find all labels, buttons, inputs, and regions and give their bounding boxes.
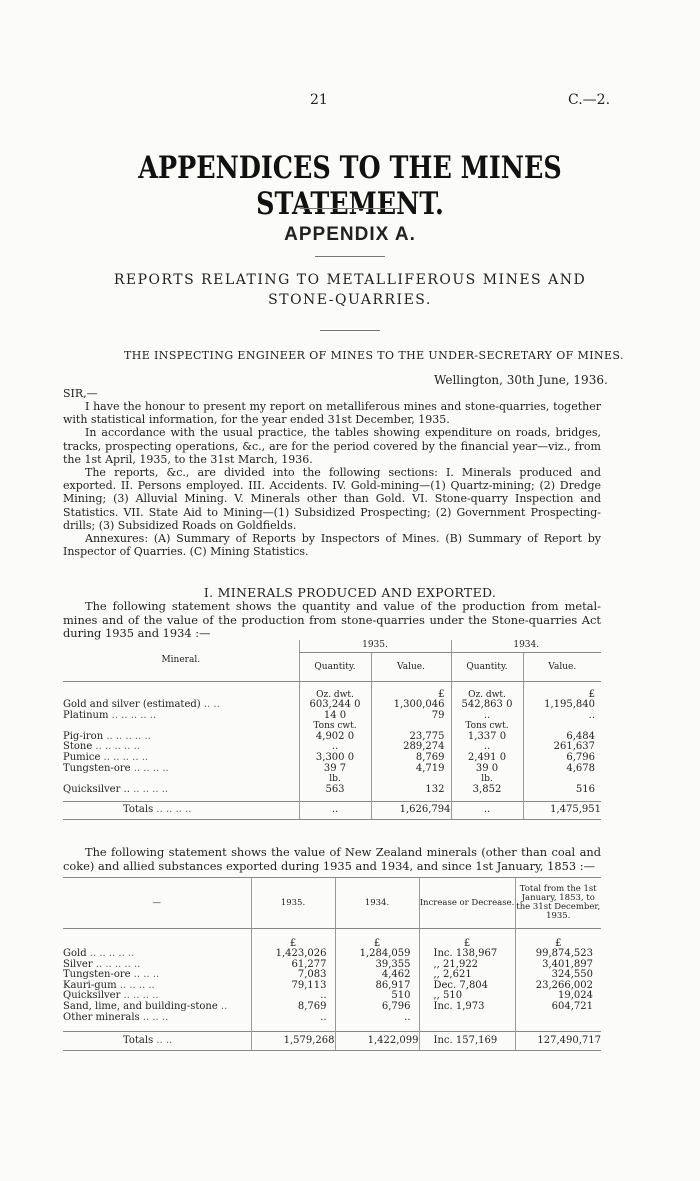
change-direction: ,,	[433, 958, 440, 970]
col-change: Increase or Decrease.	[419, 878, 515, 929]
unit-label: Oz. dwt.	[451, 690, 523, 701]
leader-dots: .. .. .. .. ..	[92, 958, 141, 970]
leader-dots: .. .. .. ..	[120, 990, 159, 1002]
cell: 8,769	[251, 1002, 335, 1013]
cell: 4,902 0	[299, 732, 371, 743]
cell: 261,637	[523, 742, 601, 753]
col-quantity: Quantity.	[451, 653, 523, 682]
cell: 324,550	[515, 970, 601, 981]
appendix-rule	[315, 256, 385, 257]
cell: 138,967	[455, 948, 498, 960]
cell	[515, 1013, 601, 1024]
cell: 603,244 0	[299, 700, 371, 711]
cell: 4,678	[523, 764, 601, 775]
leader-dots: .. .. .. .. ..	[100, 752, 149, 764]
unit-label: Tons cwt.	[299, 721, 371, 732]
table-row	[63, 949, 601, 960]
subtitle-rule	[320, 330, 380, 331]
row-label: Stone	[63, 741, 93, 753]
cell: 14 0	[299, 711, 371, 722]
cell: 127,490,717	[515, 1031, 601, 1051]
cell: 510	[443, 990, 463, 1002]
cell: 39 0	[451, 764, 523, 775]
unit-label: £	[523, 690, 601, 701]
col-1934: 1934.	[335, 878, 419, 929]
cell: ..	[523, 711, 601, 722]
cell: 4,719	[371, 764, 451, 775]
document-code: C.—2.	[568, 92, 611, 108]
leader-dots: .. ..	[200, 699, 220, 711]
leader-dots: ..	[217, 1001, 228, 1013]
letter-paragraph: I have the honour to present my report on metalliferous mines and stone-quarries, together with statistical information, for the year ended 31st December, 1935.	[63, 400, 601, 427]
cell: 23,775	[371, 732, 451, 743]
cell: 8,769	[371, 753, 451, 764]
row-label: Silver	[63, 958, 93, 970]
cell: 510	[335, 991, 419, 1002]
cell: 1,973	[455, 1001, 485, 1013]
production-table	[63, 640, 601, 820]
cell: 7,804	[459, 979, 489, 991]
cell: 4,462	[335, 970, 419, 981]
col-year-1935: 1935.	[299, 640, 451, 653]
unit-label: lb.	[299, 774, 371, 785]
appendix-heading: APPENDIX A.	[284, 224, 416, 245]
row-label: Pumice	[63, 752, 101, 764]
letter-address: THE INSPECTING ENGINEER OF MINES TO THE UNDER-SECRETARY OF MINES.	[124, 349, 624, 362]
totals-label: Totals	[123, 803, 154, 815]
cell: 1,195,840	[523, 700, 601, 711]
cell: 1,579,268	[251, 1031, 335, 1051]
cell: 79,113	[251, 981, 335, 992]
leader-dots: .. .. .. .. ..	[92, 741, 140, 753]
cell: 1,337 0	[451, 732, 523, 743]
cell: 19,024	[515, 991, 601, 1002]
title-rule	[300, 208, 400, 209]
row-label: Sand, lime, and building-stone	[63, 1001, 218, 1013]
change-direction: ,,	[433, 969, 440, 981]
cell: 3,300 0	[299, 753, 371, 764]
cell: 99,874,523	[515, 949, 601, 960]
unit-label: £	[335, 939, 419, 950]
cell: ..	[251, 1013, 335, 1024]
leader-dots: .. .. .. .. ..	[108, 709, 157, 721]
leader-dots: .. .. ..	[130, 969, 160, 981]
cell: ..	[299, 742, 371, 753]
cell: 39,355	[335, 960, 419, 971]
leader-dots: .. .. .. ..	[153, 803, 192, 815]
cell: 542,863 0	[451, 700, 523, 711]
cell: 1,475,951	[523, 801, 601, 819]
cell: 289,274	[371, 742, 451, 753]
cell: 39 7	[299, 764, 371, 775]
cell: 563	[299, 785, 371, 796]
change-direction: Dec.	[433, 979, 457, 991]
cell: 3,852	[451, 785, 523, 796]
cell: 7,083	[251, 970, 335, 981]
cell: 1,626,794	[371, 801, 451, 819]
table-row	[63, 1013, 601, 1024]
row-label: Other minerals	[63, 1011, 140, 1023]
cell: 1,300,046	[371, 700, 451, 711]
cell: 86,917	[335, 981, 419, 992]
cell: 21,922	[443, 958, 479, 970]
row-label: Gold and silver (estimated)	[63, 699, 201, 711]
leader-dots: .. ..	[153, 1034, 173, 1046]
cell: ..	[251, 991, 335, 1002]
page-number: 21	[310, 92, 328, 108]
row-label: Pig-iron	[63, 730, 104, 742]
cell: 132	[371, 785, 451, 796]
change-direction: Inc.	[433, 1034, 453, 1046]
cell: 604,721	[515, 1002, 601, 1013]
change-direction: Inc.	[433, 948, 453, 960]
section2-intro-text: The following statement shows the value of New Zealand minerals (other than coal and coke) and allied substances exported during 1935 and 1934, and since 1st January, 1853 :—	[63, 845, 601, 873]
section2-intro	[63, 846, 601, 873]
change-direction: ,,	[433, 990, 440, 1002]
cell: 1,284,059	[335, 949, 419, 960]
letter-paragraph: Annexures: (A) Summary of Reports by Inspectors of Mines. (B) Summary of Report by Inspector of Quarries. (C) Mining Statistics.	[63, 532, 601, 559]
row-label: Tungsten-ore	[63, 762, 131, 774]
cell: 2,621	[443, 969, 472, 981]
totals-row	[63, 801, 601, 819]
cell: ..	[335, 1013, 419, 1024]
totals-label: Totals	[123, 1034, 154, 1046]
table-row	[63, 785, 601, 796]
cell: ..	[451, 742, 523, 753]
cell: 6,796	[335, 1002, 419, 1013]
unit-label: £	[419, 939, 515, 950]
col-total: Total from the 1st January, 1853, to the 31st December, 1935.	[515, 878, 601, 929]
leader-dots: .. .. .. ..	[116, 979, 155, 991]
unit-label: Tons cwt.	[451, 721, 523, 732]
report-subtitle: REPORTS RELATING TO METALLIFEROUS MINES AND STONE-QUARRIES.	[113, 272, 587, 308]
leader-dots: .. .. .. ..	[129, 783, 169, 795]
exports-table	[63, 877, 601, 1051]
cell: 6,796	[523, 753, 601, 764]
cell: 79	[371, 711, 451, 722]
col-1935: 1935.	[251, 878, 335, 929]
letter-body	[63, 400, 601, 558]
section-intro-text: The following statement shows the quantity and value of the production from metal-mines and of the value of the production from stone-quarries under the Stone-quarries Act during 1935 and 1934 :—	[63, 599, 601, 640]
row-label: Kauri-gum	[63, 979, 117, 991]
letter-dateline: Wellington, 30th June, 1936.	[434, 373, 608, 387]
unit-label: £	[371, 690, 451, 701]
cell: 516	[523, 785, 601, 796]
letter-paragraph: In accordance with the usual practice, the tables showing expenditure on roads, bridges, tracks, prospecting operations, &c., are for the period covered by the financial year—viz., from the 1st April, 1935, to the 31st March, 1936.	[63, 426, 601, 466]
letter-paragraph: The reports, &c., are divided into the following sections: I. Minerals produced and exported. II. Persons employed. III. Accidents. IV. Gold-mining—(1) Quartz-mining; (2) Dredge Mining; (3) Alluvial Mining. V. Minerals other than Gold. VI. Stone-quarry Inspection and Statistics. VII. State Aid to Mining—(1) Subsidized Prospecting; (2) Government Prospecting-drills; (3) Subsidized Roads on Goldfields.	[63, 466, 601, 532]
main-title: APPENDICES TO THE MINES STATEMENT.	[138, 150, 562, 222]
col-mineral: —	[63, 878, 251, 929]
cell: ..	[299, 801, 371, 819]
unit-label: lb.	[451, 774, 523, 785]
row-label: Gold	[63, 948, 87, 960]
leader-dots: .. .. .. .. ..	[86, 948, 135, 960]
section-intro	[63, 600, 601, 641]
section-heading: I. MINERALS PRODUCED AND EXPORTED.	[203, 585, 497, 600]
cell: 61,277	[251, 960, 335, 971]
row-label: Quicksilver ..	[63, 783, 130, 795]
unit-label: Oz. dwt.	[299, 690, 371, 701]
cell: ..	[451, 801, 523, 819]
leader-dots: .. .. .. ..	[130, 762, 169, 774]
cell: 1,423,026	[251, 949, 335, 960]
col-value: Value.	[371, 653, 451, 682]
col-mineral: Mineral.	[63, 640, 299, 682]
row-label: Tungsten-ore	[63, 969, 131, 981]
col-value: Value.	[523, 653, 601, 682]
table-row	[63, 939, 601, 950]
leader-dots: .. .. .. .. ..	[103, 730, 151, 742]
row-label: Quicksilver	[63, 990, 121, 1002]
cell: ..	[451, 711, 523, 722]
letter-salutation: SIR,—	[63, 387, 98, 400]
cell: 157,169	[455, 1034, 498, 1046]
cell: 6,484	[523, 732, 601, 743]
col-quantity: Quantity.	[299, 653, 371, 682]
table-row	[63, 764, 601, 775]
cell: 23,266,002	[515, 981, 601, 992]
cell: 3,401,897	[515, 960, 601, 971]
totals-row	[63, 1031, 601, 1051]
cell: 2,491 0	[451, 753, 523, 764]
change-direction: Inc.	[433, 1001, 453, 1013]
leader-dots: .. .. ..	[139, 1011, 169, 1023]
cell: 1,422,099	[335, 1031, 419, 1051]
unit-label: £	[515, 939, 601, 950]
row-label: Platinum	[63, 709, 109, 721]
table-row	[63, 711, 601, 722]
unit-label: £	[251, 939, 335, 950]
col-year-1934: 1934.	[451, 640, 601, 653]
